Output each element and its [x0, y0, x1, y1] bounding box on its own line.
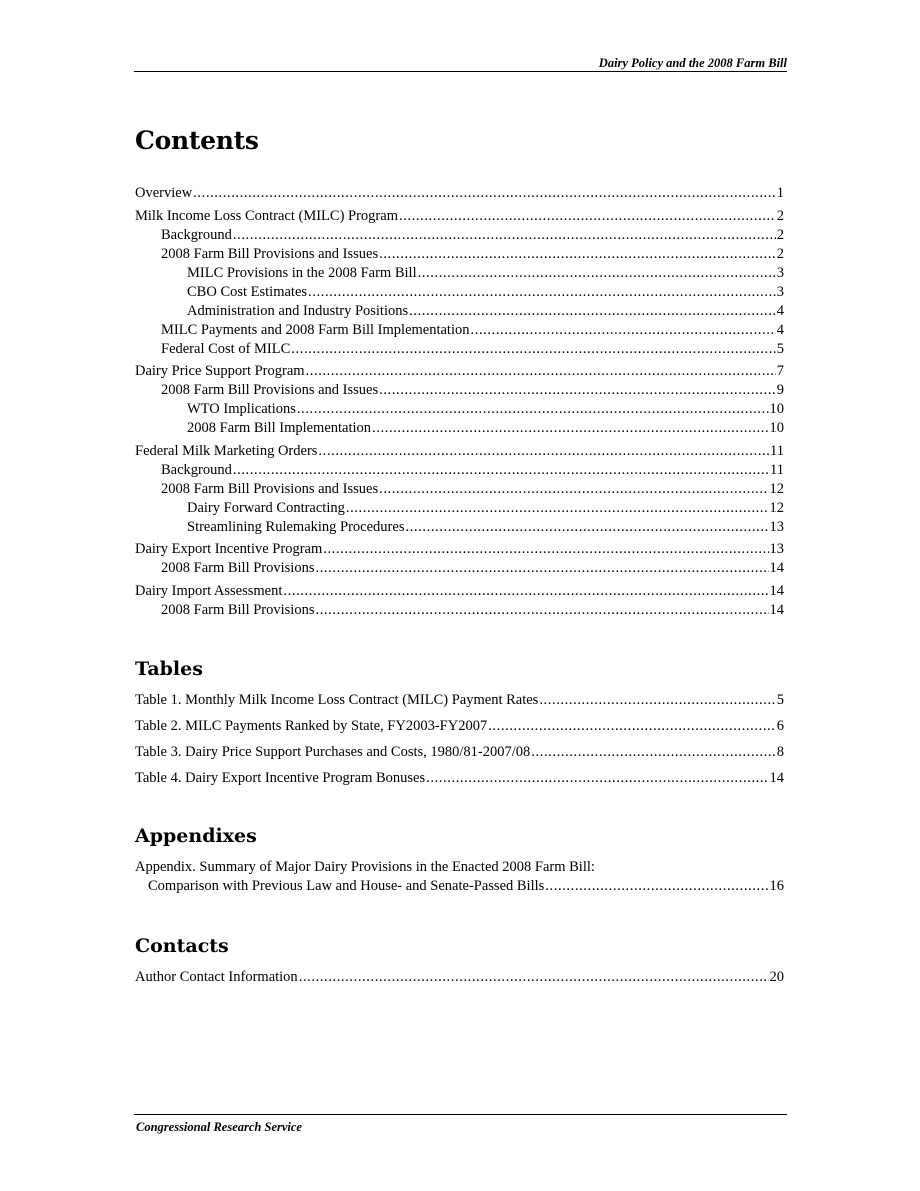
toc-entry[interactable]: [135, 283, 784, 302]
toc-entry-title: Dairy Price Support Program: [135, 363, 305, 379]
toc-entry[interactable]: [135, 559, 784, 578]
contacts-heading: Contacts: [135, 934, 229, 957]
toc-entry-title: 2008 Farm Bill Provisions and Issues: [161, 480, 379, 497]
toc-entry-title: Federal Cost of MILC: [161, 340, 291, 357]
toc-entry[interactable]: [135, 362, 784, 381]
dot-leader: [306, 362, 776, 381]
toc-entry[interactable]: [135, 245, 784, 264]
toc-entry-title: 2008 Farm Bill Provisions: [161, 560, 315, 576]
toc-entry-page: 9: [776, 382, 784, 398]
toc-entry[interactable]: [135, 461, 784, 480]
toc-entry-title: CBO Cost Estimates: [187, 283, 308, 300]
toc-entry[interactable]: [135, 226, 784, 245]
contacts-section: [135, 933, 784, 987]
toc-entry-page: 3: [776, 264, 784, 281]
toc-entry-page: 3: [776, 283, 784, 300]
toc-entry-title: Milk Income Loss Contract (MILC) Program: [135, 207, 398, 224]
running-header: Dairy Policy and the 2008 Farm Bill: [598, 56, 787, 70]
toc-entry-page: 13: [769, 541, 784, 557]
toc-entry[interactable]: [135, 743, 784, 762]
dot-leader: [233, 461, 769, 480]
toc-entry-title: Federal Milk Marketing Orders: [135, 442, 318, 459]
toc-entry[interactable]: [135, 601, 784, 620]
toc-entry[interactable]: [135, 264, 784, 283]
toc-entry-title: 2008 Farm Bill Implementation: [187, 420, 372, 436]
toc-entry[interactable]: [135, 518, 784, 537]
toc-entry[interactable]: [135, 442, 784, 461]
contents-list: [135, 184, 784, 620]
toc-entry[interactable]: [135, 691, 784, 710]
toc-entry[interactable]: [135, 321, 784, 340]
toc-entry-page: 14: [769, 582, 784, 599]
dot-leader: [531, 743, 775, 762]
toc-entry-page: 2: [776, 245, 784, 262]
toc-entry[interactable]: [135, 499, 784, 518]
dot-leader: [471, 321, 776, 340]
toc-entry-page: 12: [769, 499, 784, 516]
toc-entry-title: Streamlining Rulemaking Procedures: [187, 518, 405, 535]
toc-entry-page: 5: [776, 691, 784, 708]
toc-entry-title: WTO Implications: [187, 401, 296, 417]
toc-entry-title: Table 3. Dairy Price Support Purchases and Costs, 1980/81-2007/08: [135, 743, 531, 760]
contacts-list: [135, 968, 784, 987]
footer-text: Congressional Research Service: [136, 1120, 302, 1134]
toc-entry-title: Table 2. MILC Payments Ranked by State, FY2003-FY2007: [135, 717, 488, 734]
toc-entry-title: 2008 Farm Bill Provisions and Issues: [161, 382, 379, 398]
toc-entry[interactable]: [135, 302, 784, 321]
dot-leader: [539, 691, 775, 710]
toc-entry[interactable]: [135, 540, 784, 559]
toc-entry-title: MILC Provisions in the 2008 Farm Bill: [187, 264, 417, 281]
toc-entry-page: 4: [776, 302, 784, 319]
dot-leader: [299, 968, 769, 987]
tables-heading: Tables: [135, 657, 203, 680]
toc-entry-title: Background: [161, 461, 232, 478]
toc-entry-page: 13: [769, 518, 784, 535]
contents-page: [135, 122, 784, 987]
toc-entry[interactable]: [135, 582, 784, 601]
dot-leader: [315, 601, 768, 620]
dot-leader: [283, 582, 768, 601]
toc-entry[interactable]: [135, 400, 784, 419]
toc-entry-title: Table 4. Dairy Export Incentive Program Bonuses: [135, 769, 426, 786]
toc-entry[interactable]: [135, 480, 784, 499]
toc-entry-page: 20: [769, 968, 784, 985]
toc-entry-title: Author Contact Information: [135, 968, 298, 985]
toc-entry-page: 14: [769, 601, 784, 618]
contents-heading: Contents: [135, 126, 259, 155]
toc-entry-page: 2: [776, 226, 784, 243]
toc-entry-title: 2008 Farm Bill Provisions: [161, 601, 315, 618]
toc-entry-page: 10: [769, 401, 784, 417]
header-rule: [134, 71, 787, 72]
toc-entry-page: 11: [770, 461, 784, 478]
toc-entry-page: 12: [769, 480, 784, 497]
tables-section: [135, 656, 784, 788]
appendix-entry[interactable]: [135, 877, 784, 896]
appendixes-heading: Appendixes: [135, 824, 257, 847]
dot-leader: [379, 381, 776, 400]
toc-entry-page: 8: [776, 743, 784, 760]
toc-entry[interactable]: [135, 381, 784, 400]
footer-rule: [134, 1114, 787, 1115]
toc-entry-page: 10: [769, 420, 784, 436]
toc-entry-title: Dairy Export Incentive Program: [135, 541, 323, 557]
toc-entry-page: 6: [776, 717, 784, 734]
dot-leader: [346, 499, 769, 518]
toc-entry-title: Dairy Forward Contracting: [187, 499, 345, 516]
dot-leader: [488, 717, 776, 736]
dot-leader: [379, 245, 776, 264]
dot-leader: [409, 302, 776, 321]
toc-entry[interactable]: [135, 968, 784, 987]
toc-entry-page: 4: [776, 321, 784, 338]
toc-entry-page: 7: [776, 363, 784, 379]
toc-entry-page: 14: [769, 560, 784, 576]
dot-leader: [233, 226, 776, 245]
toc-entry[interactable]: [135, 769, 784, 788]
toc-entry-title: MILC Payments and 2008 Farm Bill Implementation: [161, 321, 470, 338]
toc-entry[interactable]: [135, 184, 784, 203]
appendix-entry-title[interactable]: Appendix. Summary of Major Dairy Provisions in the Enacted 2008 Farm Bill:: [135, 858, 595, 875]
dot-leader: [323, 540, 768, 559]
toc-entry-title: 2008 Farm Bill Provisions and Issues: [161, 245, 379, 262]
toc-entry-page: 1: [776, 185, 784, 201]
dot-leader: [399, 207, 776, 226]
dot-leader: [318, 442, 769, 461]
toc-entry[interactable]: [135, 717, 784, 736]
toc-entry-page: 5: [776, 340, 784, 357]
dot-leader: [405, 518, 768, 537]
toc-entry-title: Background: [161, 226, 232, 243]
toc-entry-page: 2: [776, 207, 784, 224]
toc-entry[interactable]: [135, 340, 784, 359]
toc-entry[interactable]: [135, 207, 784, 226]
toc-entry[interactable]: [135, 419, 784, 438]
dot-leader: [297, 400, 769, 419]
dot-leader: [193, 184, 776, 203]
appendix-entry-subtitle: Comparison with Previous Law and House- and Senate-Passed Bills: [148, 877, 545, 894]
toc-entry-title: Dairy Import Assessment: [135, 582, 283, 599]
toc-entry-page: 11: [770, 442, 784, 459]
toc-entry-title: Overview: [135, 185, 193, 201]
dot-leader: [545, 877, 768, 896]
dot-leader: [315, 559, 768, 578]
dot-leader: [372, 419, 768, 438]
toc-entry-title: Administration and Industry Positions: [187, 302, 409, 319]
appendix-entry-page: 16: [769, 877, 784, 894]
dot-leader: [418, 264, 776, 283]
dot-leader: [426, 769, 768, 788]
dot-leader: [308, 283, 776, 302]
appendixes-section: [135, 823, 784, 896]
toc-entry-page: 14: [769, 769, 784, 786]
toc-entry-title: Table 1. Monthly Milk Income Loss Contract (MILC) Payment Rates: [135, 691, 539, 708]
tables-list: [135, 691, 784, 788]
dot-leader: [291, 340, 775, 359]
dot-leader: [379, 480, 768, 499]
